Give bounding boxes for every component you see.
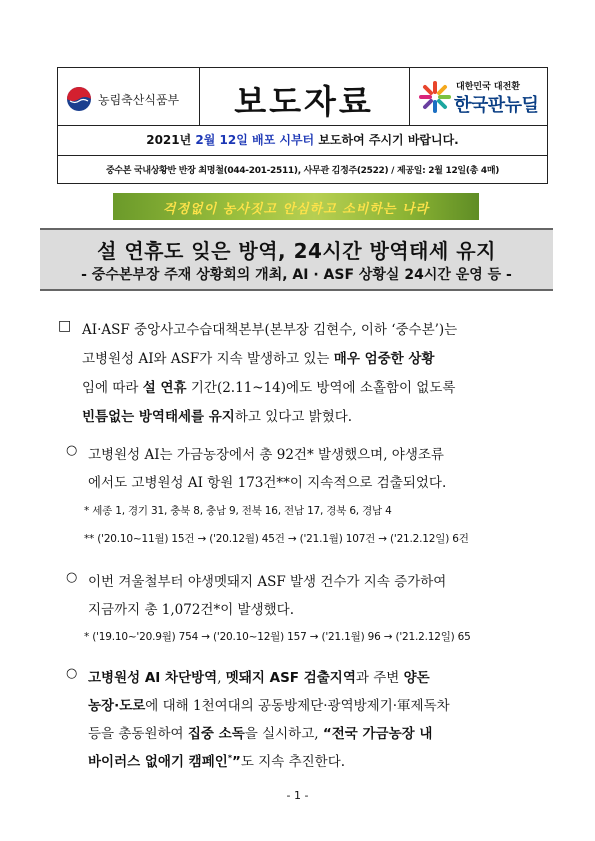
p1-line-4: 빈틈없는 방역태세를 유지하고 있다고 밝혔다. bbox=[82, 409, 353, 425]
headline-subtitle: - 중수본부장 주재 상황회의 개최, AI · ASF 상황실 24시간 운영 등 - bbox=[81, 267, 512, 283]
release-row bbox=[58, 125, 547, 156]
p3-line-2: 지금까지 총 1,072건*이 발생했다. bbox=[88, 602, 295, 618]
contact-info: 중수본 국내상황반 반장 최명철(044-201-2511), 사무관 김정주(2522) / 제공일: 2월 12일(총 4매) bbox=[105, 166, 500, 176]
p3-footnote-1: * ('19.10~'20.9월) 754 → ('20.10~12월) 157 → ('21.1월) 96 → ('21.2.12일) 65 bbox=[84, 631, 471, 643]
p2-line-2: 에서도 고병원성 AI 항원 173건**이 지속적으로 검출되었다. bbox=[88, 475, 447, 491]
header-top-row bbox=[58, 68, 547, 126]
p1-line-3: 임에 따라 설 연휴 기간(2.11~14)에도 방역에 소홀함이 없도록 bbox=[82, 380, 456, 396]
p1-line-2: 고병원성 AI와 ASF가 지속 발생하고 있는 매우 엄중한 상황 bbox=[82, 351, 435, 367]
contact-row bbox=[58, 155, 547, 184]
circle-bullet: ○ bbox=[66, 570, 78, 585]
p2-line-1: 고병원성 AI는 가금농장에서 총 92건* 발생했으며, 야생조류 bbox=[88, 447, 444, 463]
circle-bullet: ○ bbox=[66, 666, 78, 681]
page-number: - 1 - bbox=[286, 789, 309, 802]
circle-bullet: ○ bbox=[66, 443, 78, 458]
p4-line-3: 등을 총동원하여 집중 소독을 실시하고, “전국 가금농장 내 bbox=[88, 726, 433, 742]
release-date: 2월 12일 배포 시부터 bbox=[195, 133, 315, 147]
slogan-banner bbox=[113, 193, 479, 220]
p3-line-1: 이번 겨울철부터 야생멧돼지 ASF 발생 건수가 지속 증가하여 bbox=[88, 574, 447, 590]
korean-new-deal-logo bbox=[418, 76, 548, 118]
government-emblem-icon bbox=[66, 86, 92, 112]
divider bbox=[409, 68, 410, 125]
p2-footnote-1: * 세종 1, 경기 31, 충북 8, 충남 9, 전북 16, 전남 17, 경북 6, 경남 4 bbox=[84, 505, 392, 517]
p1-line-1: AI·ASF 중앙사고수습대책본부(본부장 김현수, 이하 ‘중수본’)는 bbox=[82, 322, 458, 338]
headline-box bbox=[40, 228, 553, 291]
new-deal-burst-icon bbox=[418, 80, 452, 114]
ministry-name: 농림축산식품부 bbox=[98, 92, 180, 107]
square-bullet: □ bbox=[58, 318, 72, 334]
p4-line-2: 농장·도로에 대해 1천여대의 공동방제단·광역방제기·軍제독차 bbox=[88, 698, 450, 714]
slogan-text: 걱정없이 농사짓고 안심하고 소비하는 나라 bbox=[162, 202, 430, 217]
release-instruction: 2021년 2월 12일 배포 시부터 보도하여 주시기 바랍니다. bbox=[146, 133, 459, 147]
press-header bbox=[57, 67, 548, 184]
p4-line-4: 바이러스 없애기 캠페인*”도 지속 추진한다. bbox=[88, 753, 346, 770]
press-release-title: 보도자료 bbox=[234, 82, 374, 121]
headline-title: 설 연휴도 잊은 방역, 24시간 방역태세 유지 bbox=[97, 239, 496, 263]
ministry-logo bbox=[66, 86, 179, 112]
brand-name: 한국판뉴딜 bbox=[454, 95, 539, 116]
p2-footnote-2: ** ('20.10~11월) 15건 → ('20.12월) 45건 → ('21.1월) 107건 → ('21.2.12일) 6건 bbox=[84, 533, 469, 545]
brand-tagline: 대한민국 대전환 bbox=[456, 82, 520, 92]
p4-line-1: 고병원성 AI 차단방역, 멧돼지 ASF 검출지역과 주변 양돈 bbox=[88, 670, 430, 686]
